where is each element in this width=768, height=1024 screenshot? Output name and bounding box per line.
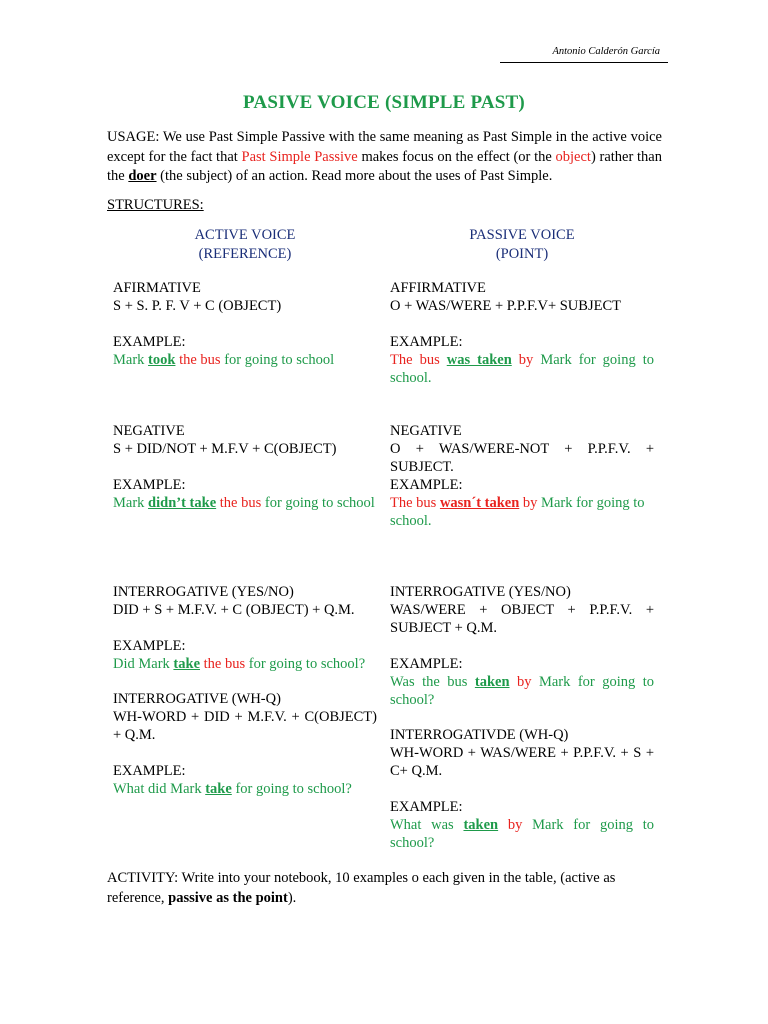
usage-text-1: USAGE: We use Past Simple Passive with the same meaning as Past Simple in the active voice except for the fact that: [107, 129, 662, 165]
example-sentence: Was the bus taken by Mark for going to school?: [390, 674, 654, 708]
section-label: INTERROGATIVE (WH-Q): [113, 691, 281, 707]
example-sentence: Mark took the bus for going to school: [113, 352, 335, 368]
active-negative-block: [113, 422, 377, 512]
example-sentence: Did Mark take the bus for going to school?: [113, 656, 366, 672]
section-label: AFIRMATIVE: [113, 280, 201, 296]
passive-interrogative-block: [390, 583, 654, 709]
example-label: EXAMPLE:: [113, 334, 186, 350]
section-label: NEGATIVE: [113, 423, 185, 439]
example-sentence: The bus was taken by Mark for going to school.: [390, 352, 655, 386]
passive-wh-block: [390, 726, 654, 852]
passive-affirmative-block: [390, 279, 654, 387]
usage-text-4: (the subject) of an action. Read more about the uses of Past Simple.: [156, 168, 553, 184]
example-label: EXAMPLE:: [390, 656, 463, 672]
header-rule: [500, 62, 668, 63]
activity-text: ACTIVITY: Write into your notebook, 10 examples o each given in the table, (active as reference,: [107, 870, 616, 906]
activity-paragraph: [107, 868, 663, 908]
example-sentence: What did Mark take for going to school?: [113, 781, 352, 797]
active-wh-block: [113, 690, 377, 798]
example-label: EXAMPLE:: [390, 334, 463, 350]
formula: O + WAS/WERE + P.P.F.V+ SUBJECT: [390, 298, 621, 314]
passive-negative-block: [390, 422, 654, 530]
usage-bold-doer: doer: [128, 168, 157, 184]
example-sentence: What was taken by Mark for going to school?: [390, 817, 655, 851]
activity-end: ).: [287, 890, 297, 906]
active-heading-line1: ACTIVE VOICE: [194, 227, 296, 243]
section-label: AFFIRMATIVE: [390, 280, 486, 296]
active-interrogative-block: [113, 583, 377, 673]
example-label: EXAMPLE:: [390, 799, 463, 815]
formula: S + DID/NOT + M.F.V + C(OBJECT): [113, 441, 337, 457]
formula: WH-WORD + WAS/WERE + P.P.F.V. + S + C+ Q.M.: [390, 745, 654, 779]
example-label: EXAMPLE:: [113, 638, 186, 654]
example-label: EXAMPLE:: [390, 477, 463, 493]
passive-heading-line1: PASSIVE VOICE: [469, 227, 575, 243]
formula: DID + S + M.F.V. + C (OBJECT) + Q.M.: [113, 602, 355, 618]
section-label: INTERROGATIVDE (WH-Q): [390, 727, 569, 743]
activity-bold: passive as the point: [168, 890, 288, 906]
example-label: EXAMPLE:: [113, 763, 186, 779]
example-sentence: The bus wasn´t taken by Mark for going to school.: [390, 495, 645, 529]
section-label: NEGATIVE: [390, 423, 462, 439]
example-label: EXAMPLE:: [113, 477, 186, 493]
active-heading-line2: (REFERENCE): [198, 246, 292, 262]
usage-paragraph: [107, 128, 662, 187]
passive-heading-line2: (POINT): [495, 246, 549, 262]
active-affirmative-block: [113, 279, 377, 369]
author-name: Antonio Calderón García: [552, 46, 660, 57]
passive-voice-heading: [392, 226, 652, 264]
usage-text-2: makes focus on the effect (or the: [357, 148, 556, 165]
example-sentence: Mark didn’t take the bus for going to school: [113, 495, 375, 511]
usage-text-3: ) rather than the: [107, 148, 662, 184]
formula: WAS/WERE + OBJECT + P.P.F.V. + SUBJECT + Q.M.: [390, 602, 654, 636]
structures-label: STRUCTURES:: [107, 197, 204, 213]
formula: S + S. P. F. V + C (OBJECT): [113, 298, 282, 314]
formula: WH-WORD + DID + M.F.V. + C(OBJECT) + Q.M.: [113, 709, 377, 743]
active-voice-heading: [115, 226, 375, 264]
page-title: PASIVE VOICE (SIMPLE PAST): [243, 92, 525, 113]
usage-highlight-1: Past Simple Passive: [241, 148, 358, 165]
section-label: INTERROGATIVE (YES/NO): [390, 584, 571, 600]
usage-highlight-2: object: [555, 148, 591, 165]
formula: O + WAS/WERE-NOT + P.P.F.V. + SUBJECT.: [390, 441, 654, 475]
section-label: INTERROGATIVE (YES/NO): [113, 584, 294, 600]
